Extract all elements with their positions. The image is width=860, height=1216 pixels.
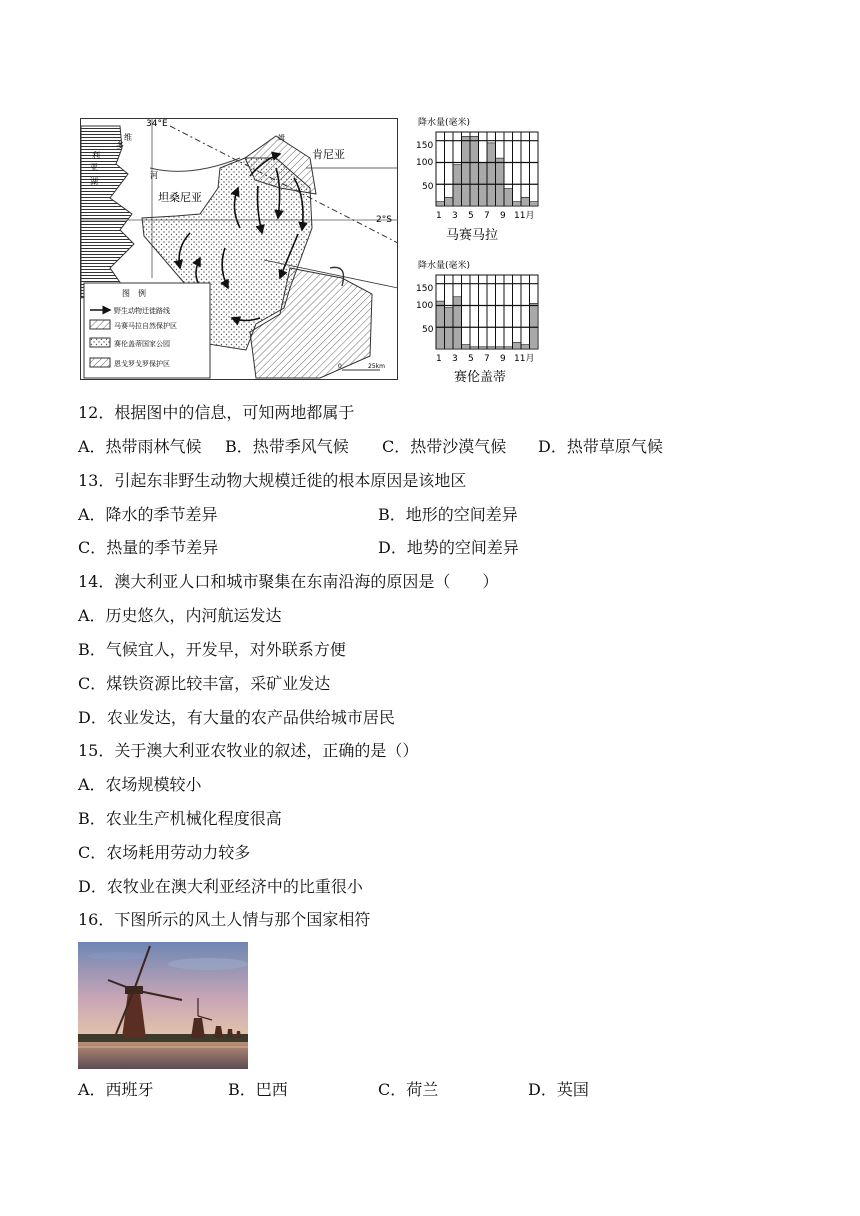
lat-label: 2°S	[376, 215, 392, 225]
legend-serengeti: 赛伦盖蒂国家公园	[114, 340, 170, 348]
rain-bar-month-5	[470, 136, 479, 206]
q15-option-a: A．农场规模较小	[78, 775, 202, 794]
legend-title: 图 例	[122, 289, 146, 298]
q12-option-a: A．热带雨林气候	[78, 437, 202, 456]
ytick-150: 150	[416, 141, 434, 151]
rain-bar-month-10	[513, 342, 522, 349]
q15-option-d: D．农牧业在澳大利亚经济中的比重很小	[78, 877, 363, 896]
q16-option-d: D．英国	[528, 1080, 589, 1099]
q16-option-a: A．西班牙	[78, 1080, 154, 1099]
svg-text:亚: 亚	[90, 163, 98, 172]
svg-text:湖: 湖	[90, 177, 98, 186]
rain-bar-month-8	[496, 347, 505, 349]
q14-stem: 14．澳大利亚人口和城市聚集在东南沿海的原因是（ ）	[78, 572, 499, 591]
lon-label: 34°E	[146, 119, 168, 129]
xtick-9: 9	[500, 211, 506, 221]
legend-masai: 马赛马拉自然保护区	[114, 322, 177, 330]
q16-option-c: C．荷兰	[378, 1080, 439, 1099]
q14-option-d: D．农业发达，有大量的农产品供给城市居民	[78, 708, 395, 727]
q12-option-d: D．热带草原气候	[538, 437, 663, 456]
xtick-5: 5	[468, 211, 474, 221]
xtick-9: 9	[500, 354, 506, 364]
chart-caption: 赛伦盖蒂	[454, 370, 507, 385]
q14-option-c: C．煤铁资源比较丰富，采矿业发达	[78, 674, 331, 693]
q13-option-a: A．降水的季节差异	[78, 505, 218, 524]
ytick-150: 150	[416, 284, 434, 294]
svg-text:多: 多	[116, 141, 124, 150]
legend-migration: 野生动物迁徙路线	[114, 307, 170, 315]
windmill-photo	[78, 942, 248, 1069]
q13-option-d: D．地势的空间差异	[378, 538, 519, 557]
xtick-5: 5	[468, 354, 474, 364]
q12-stem: 12．根据图中的信息，可知两地都属于	[78, 403, 355, 422]
masai-mara-rainfall-chart	[416, 114, 544, 248]
svg-text:25km: 25km	[368, 363, 385, 370]
ytick-100: 100	[416, 158, 434, 168]
kenya-label: 肯尼亚	[312, 148, 345, 161]
chart-caption: 马赛马拉	[446, 228, 499, 243]
river-label-2: 河	[150, 171, 158, 180]
q13-stem: 13．引起东非野生动物大规模迁徙的根本原因是该地区	[78, 471, 467, 490]
rain-bar-month-1	[436, 202, 445, 206]
rain-bar-month-2	[445, 197, 454, 206]
rain-bar-month-5	[470, 347, 479, 349]
q12-option-b: B．热带季风气候	[225, 437, 349, 456]
ytick-50: 50	[422, 325, 434, 335]
xtick-3: 3	[452, 211, 458, 221]
river-label-1: 姆	[278, 134, 285, 142]
rain-bar-month-7	[487, 347, 496, 349]
xtick-11: 11月	[514, 354, 535, 364]
tanzania-label: 坦桑尼亚	[158, 191, 202, 204]
chart-ylabel: 降水量(毫米)	[418, 261, 471, 271]
rain-bar-month-9	[504, 347, 513, 349]
q16-option-b: B．巴西	[228, 1080, 288, 1099]
svg-text:利: 利	[92, 151, 100, 160]
serengeti-rainfall-chart	[416, 257, 544, 387]
xtick-11: 11月	[514, 211, 535, 221]
q15-stem: 15．关于澳大利亚农牧业的叙述，正确的是（）	[78, 741, 419, 760]
rain-bar-month-4	[462, 345, 471, 349]
q12-option-c: C．热带沙漠气候	[382, 437, 507, 456]
rain-bar-month-3	[453, 297, 462, 349]
xtick-1: 1	[436, 354, 442, 364]
rain-bar-month-6	[479, 347, 488, 349]
q14-option-b: B．气候宜人，开发早，对外联系方便	[78, 640, 346, 659]
rain-bar-month-10	[513, 202, 522, 206]
q13-option-b: B．地形的空间差异	[378, 505, 518, 524]
rain-bar-month-11	[521, 345, 530, 349]
q13-option-c: C．热量的季节差异	[78, 538, 219, 557]
svg-text:0: 0	[338, 363, 342, 370]
q16-stem: 16．下图所示的风土人情与那个国家相符	[78, 910, 371, 929]
xtick-1: 1	[436, 211, 442, 221]
xtick-7: 7	[484, 211, 490, 221]
rain-bar-month-1	[436, 301, 445, 349]
migration-map	[80, 118, 398, 380]
rain-bar-month-12	[530, 202, 539, 206]
rain-bar-month-12	[530, 303, 539, 349]
ytick-50: 50	[422, 182, 434, 192]
q14-option-a: A．历史悠久，内河航运发达	[78, 606, 282, 625]
rain-bar-month-8	[496, 158, 505, 206]
rain-bar-month-9	[504, 189, 513, 206]
chart-ylabel: 降水量(毫米)	[418, 118, 471, 128]
q15-option-c: C．农场耗用劳动力较多	[78, 843, 251, 862]
ytick-100: 100	[416, 301, 434, 311]
xtick-7: 7	[484, 354, 490, 364]
rain-bar-month-2	[445, 308, 454, 349]
svg-text:维: 维	[124, 133, 132, 142]
rain-bar-month-4	[462, 136, 471, 206]
q15-option-b: B．农业生产机械化程度很高	[78, 809, 282, 828]
xtick-3: 3	[452, 354, 458, 364]
rain-bar-month-3	[453, 165, 462, 206]
map-legend	[84, 283, 210, 378]
rain-bar-month-11	[521, 197, 530, 206]
legend-ngorongoro: 恩戈罗戈罗保护区	[114, 360, 170, 368]
rain-bar-month-7	[487, 143, 496, 206]
